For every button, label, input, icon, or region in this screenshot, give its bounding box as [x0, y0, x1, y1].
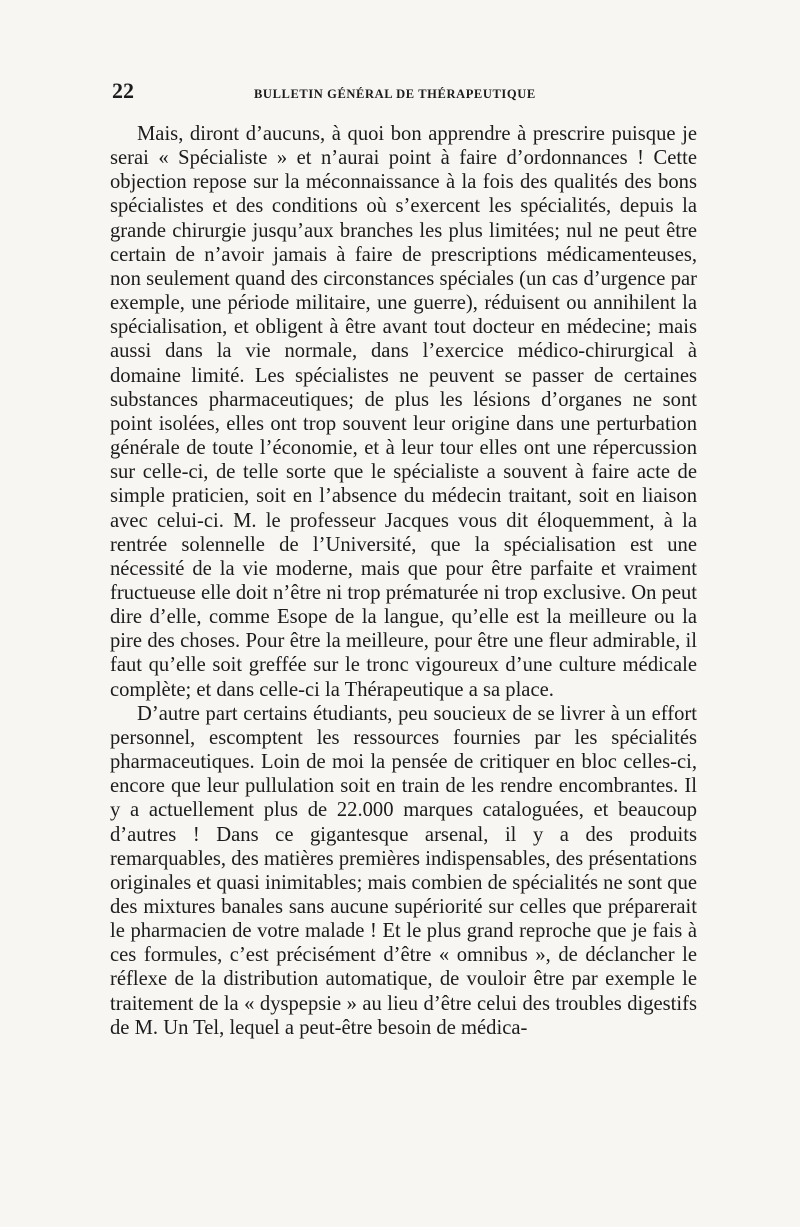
paragraph: D’autre part certains étudiants, peu soucieux de se livrer à un effort personnel, escomptent les ressources fournies par les spécialités pharmaceutiques. Loin de moi la pensée de critiquer en bloc celles-ci, encore que leur pullulation soit en train de les rendre encombrantes. Il y a actuellement plus de 22.000 marques cataloguées, et beaucoup d’autres ! Dans ce gigantesque arsenal, il y a des produits remarquables, des matières premières indispensables, des présentations originales et quasi inimitables; mais combien de spécialités ne sont que des mixtures banales sans aucune supériorité sur celles que préparerait le pharmacien de votre malade ! Et le plus grand reproche que je fais à ces formules, c’est précisément d’être « omnibus », de déclancher le réflexe de la distribution automatique, de vouloir être par exemple le traitement de la « dyspepsie » au lieu d’être celui des troubles digestifs de M. Un Tel, lequel a peut-être besoin de médica- [110, 702, 697, 1039]
paragraph: Mais, diront d’aucuns, à quoi bon apprendre à prescrire puisque je serai « Spécialiste » et n’aurai point à faire d’ordonnances ! Cette objection repose sur la méconnaissance à la fois des qualités des bons spécialistes et des conditions où s’exercent les spécialités, depuis la grande chirurgie jusqu’aux branches les plus limitées; nul ne peut être certain de n’avoir jamais à faire de prescriptions médicamenteuses, non seulement quand des circonstances spéciales (un cas d’urgence par exemple, une période militaire, une guerre), réduisent ou annihilent la spécialisation, et obligent à être avant tout docteur en médecine; mais aussi dans la vie normale, dans l’exercice médico-chirurgical à domaine limité. Les spécialistes ne peuvent se passer de certaines substances pharmaceutiques; de plus les lésions d’organes ne sont point isolées, elles ont trop souvent leur origine dans une perturbation générale de toute l’économie, et à leur tour elles ont une répercussion sur celle-ci, de telle sorte que le spécialiste a souvent à faire acte de simple praticien, soit en l’absence du médecin traitant, soit en liaison avec celui-ci. M. le professeur Jacques vous dit éloquemment, à la rentrée solennelle de l’Université, que la spécialisation est une nécessité de la vie moderne, mais que pour être parfaite et vraiment fructueuse elle doit n’être ni trop prématurée ni trop exclusive. On peut dire d’elle, comme Esope de la langue, qu’elle est la meilleure ou la pire des choses. Pour être la meilleure, pour être une fleur admirable, il faut qu’elle soit greffée sur le tronc vigoureux d’une culture médicale complète; et dans celle-ci la Thérapeutique a sa place. [110, 123, 697, 701]
body-text [110, 122, 697, 1040]
page-number: 22 [112, 78, 134, 103]
running-title: BULLETIN GÉNÉRAL DE THÉRAPEUTIQUE [254, 87, 536, 101]
page-header [112, 78, 695, 108]
